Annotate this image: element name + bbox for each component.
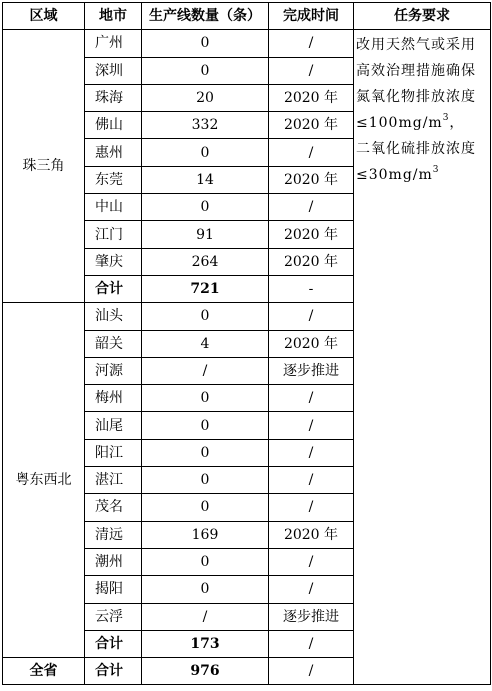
count-cell: 0	[142, 30, 269, 57]
count-cell: 0	[142, 385, 269, 412]
time-cell: /	[269, 57, 354, 84]
task-comma: ，	[449, 115, 465, 132]
city-cell: 清远	[85, 521, 142, 548]
header-time: 完成时间	[269, 3, 354, 30]
city-cell: 云浮	[85, 603, 142, 630]
time-cell: /	[269, 385, 354, 412]
city-cell: 汕头	[85, 303, 142, 330]
task-line	[356, 162, 489, 188]
count-cell: 91	[142, 221, 269, 248]
total-count: 976	[142, 658, 269, 685]
region-cell: 珠三角	[3, 30, 85, 303]
city-cell: 东莞	[85, 166, 142, 193]
superscript-3: 3	[432, 164, 440, 175]
superscript-3: 3	[442, 112, 450, 123]
time-cell: 逐步推进	[269, 357, 354, 384]
count-cell: 332	[142, 112, 269, 139]
time-cell: /	[269, 139, 354, 166]
city-cell: 茂名	[85, 494, 142, 521]
city-cell: 阳江	[85, 439, 142, 466]
task-so2-limit: ≤30mg/m	[356, 167, 433, 184]
header-city: 地市	[85, 3, 142, 30]
time-cell: /	[269, 494, 354, 521]
count-cell: 169	[142, 521, 269, 548]
total-time: /	[269, 658, 354, 685]
total-region: 全省	[3, 658, 85, 685]
city-cell: 肇庆	[85, 248, 142, 275]
time-cell: 2020 年	[269, 221, 354, 248]
count-cell: 0	[142, 494, 269, 521]
time-cell: /	[269, 576, 354, 603]
city-cell: 中山	[85, 194, 142, 221]
task-requirement-cell	[354, 30, 491, 685]
count-cell: /	[142, 603, 269, 630]
time-cell: /	[269, 412, 354, 439]
time-cell: 2020 年	[269, 166, 354, 193]
city-cell: 佛山	[85, 112, 142, 139]
city-cell: 揭阳	[85, 576, 142, 603]
city-cell: 潮州	[85, 548, 142, 575]
subtotal-label: 合计	[85, 630, 142, 657]
header-task: 任务要求	[354, 3, 491, 30]
city-cell: 韶关	[85, 330, 142, 357]
count-cell: 0	[142, 303, 269, 330]
count-cell: /	[142, 357, 269, 384]
count-cell: 20	[142, 84, 269, 111]
city-cell: 惠州	[85, 139, 142, 166]
count-cell: 0	[142, 467, 269, 494]
table-body	[3, 30, 491, 685]
task-line: 二氧化硫排放浓度	[356, 141, 476, 158]
time-cell: 2020 年	[269, 521, 354, 548]
city-cell: 湛江	[85, 467, 142, 494]
time-cell: 逐步推进	[269, 603, 354, 630]
subtotal-time: /	[269, 630, 354, 657]
task-line: 氮氧化物排放浓度	[356, 89, 476, 106]
time-cell: 2020 年	[269, 84, 354, 111]
table-row	[3, 30, 491, 57]
total-label: 合计	[85, 658, 142, 685]
count-cell: 0	[142, 194, 269, 221]
count-cell: 0	[142, 576, 269, 603]
time-cell: /	[269, 439, 354, 466]
task-line	[356, 110, 489, 136]
count-cell: 0	[142, 439, 269, 466]
region-cell: 粤东西北	[3, 303, 85, 658]
time-cell: 2020 年	[269, 112, 354, 139]
time-cell: /	[269, 548, 354, 575]
count-cell: 0	[142, 412, 269, 439]
count-cell: 0	[142, 548, 269, 575]
city-cell: 江门	[85, 221, 142, 248]
task-line: 高效治理措施确保	[356, 63, 476, 80]
city-cell: 河源	[85, 357, 142, 384]
task-nox-limit: ≤100mg/m	[356, 115, 443, 132]
task-line: 改用天然气或采用	[356, 37, 476, 54]
city-cell: 广州	[85, 30, 142, 57]
time-cell: /	[269, 194, 354, 221]
time-cell: 2020 年	[269, 248, 354, 275]
time-cell: /	[269, 303, 354, 330]
count-cell: 0	[142, 57, 269, 84]
header-region: 区域	[3, 3, 85, 30]
count-cell: 264	[142, 248, 269, 275]
subtotal-count: 721	[142, 275, 269, 302]
city-cell: 汕尾	[85, 412, 142, 439]
subtotal-label: 合计	[85, 275, 142, 302]
data-table	[2, 2, 491, 685]
count-cell: 14	[142, 166, 269, 193]
count-cell: 4	[142, 330, 269, 357]
header-row	[3, 3, 491, 30]
time-cell: /	[269, 30, 354, 57]
count-cell: 0	[142, 139, 269, 166]
city-cell: 梅州	[85, 385, 142, 412]
city-cell: 深圳	[85, 57, 142, 84]
subtotal-count: 173	[142, 630, 269, 657]
city-cell: 珠海	[85, 84, 142, 111]
time-cell: 2020 年	[269, 330, 354, 357]
header-count: 生产线数量（条）	[142, 3, 269, 30]
time-cell: /	[269, 467, 354, 494]
subtotal-time: -	[269, 275, 354, 302]
